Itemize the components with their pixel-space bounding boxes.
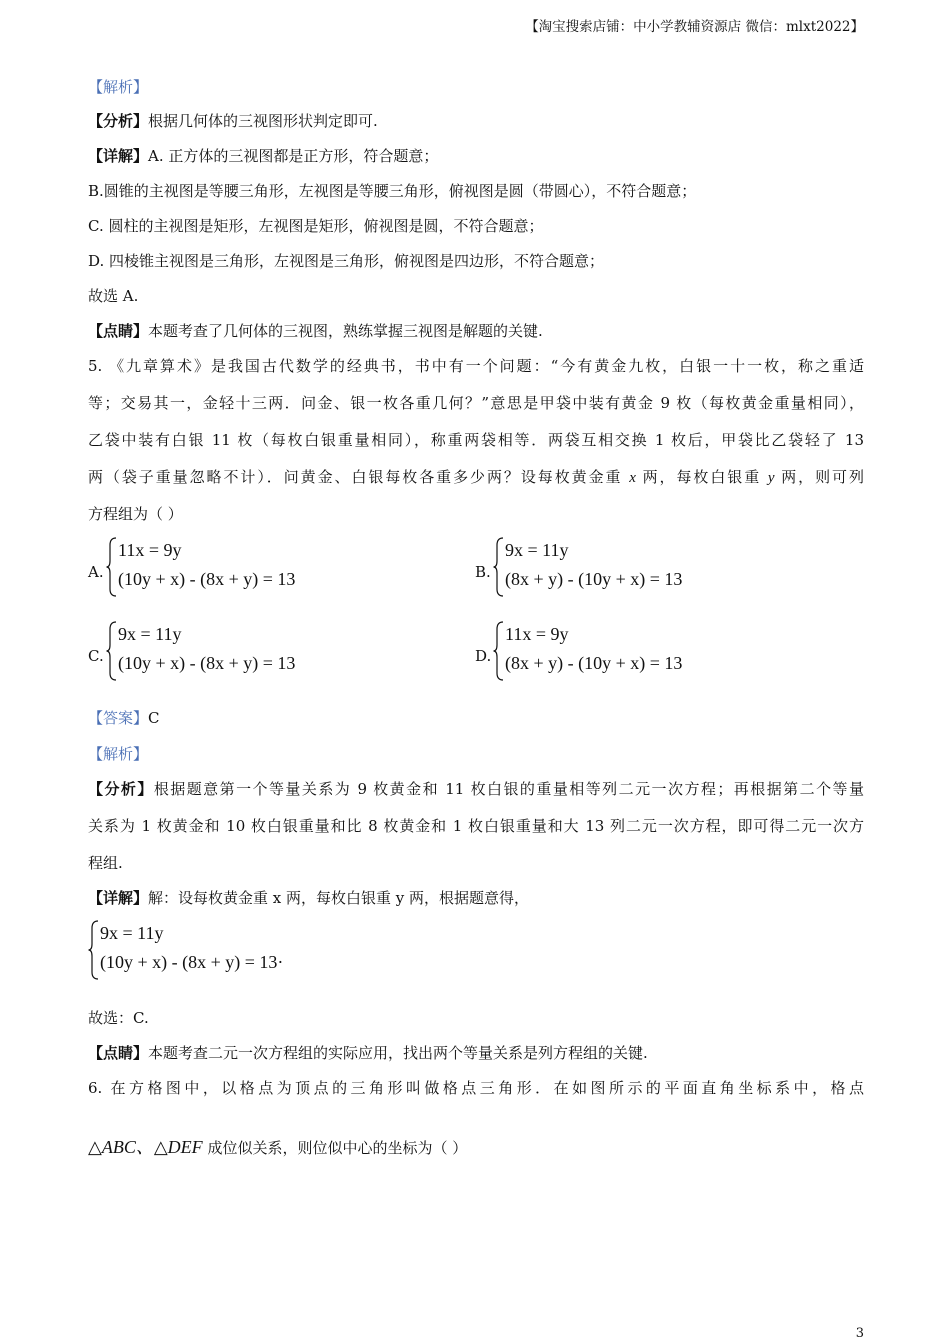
- q5-xiangjie-text: 解：设每枚黄金重 x 两，每枚白银重 y 两，根据题意得，: [148, 889, 530, 907]
- q4-fenxi-text: 根据几何体的三视图形状判定即可.: [148, 112, 378, 130]
- q4-fenxi: [88, 111, 864, 131]
- q4-dianjing-tag: 【点睛】: [88, 322, 149, 340]
- q5-dianjing: [88, 1043, 864, 1063]
- option-c-eq2: (10y + x) - (8x + y) = 13: [118, 653, 296, 673]
- q5-jiexi-heading: 【解析】: [88, 745, 149, 763]
- q6-stem-2-text: 成位似关系，则位似中心的坐标为（ ）: [202, 1139, 468, 1157]
- brace-icon: [106, 621, 118, 681]
- q5-daan: C: [148, 709, 160, 727]
- q4-xiangjie-tag: 【详解】: [88, 147, 149, 165]
- q5-fenxi: [88, 779, 864, 799]
- option-c[interactable]: [88, 621, 418, 685]
- q4-jiexi-heading: 【解析】: [88, 78, 149, 96]
- q5-dianjing-tag: 【点睛】: [88, 1044, 149, 1062]
- q5-stem-1: 5. 《九章算术》是我国古代数学的经典书，书中有一个问题：“今有黄金九枚，白银一十一枚，称之重适: [88, 357, 864, 375]
- q4-line-c: C. 圆柱的主视图是矩形，左视图是矩形，俯视图是圆，不符合题意；: [88, 217, 544, 235]
- option-d-eq2: (8x + y) - (10y + x) = 13: [505, 653, 683, 673]
- option-c-eq1: 9x = 11y: [118, 624, 182, 644]
- q5-guxuan: 故选：C.: [88, 1009, 149, 1027]
- q5-stem-4c: 两，则可列: [774, 468, 864, 486]
- q5-answer: [88, 708, 864, 728]
- solution-eq1: 9x = 11y: [100, 923, 164, 943]
- option-b-label: B.: [475, 563, 491, 581]
- q5-stem-4a: 两（袋子重量忽略不计）．问黄金、白银每枚各重多少两？设每枚黄金重: [88, 468, 630, 486]
- var-y: y: [767, 470, 775, 486]
- option-a-eq2: (10y + x) - (8x + y) = 13: [118, 569, 296, 589]
- q5-stem-2: 等；交易其一，金轻十三两．问金、银一枚各重几何？”意思是甲袋中装有黄金 9 枚（每枚黄金重量相同），: [88, 394, 864, 412]
- q4-dianjing: [88, 321, 864, 341]
- q4-guxuan: 故选 A.: [88, 287, 139, 305]
- q5-fenxi-tag: 【分析】: [88, 780, 154, 798]
- option-a[interactable]: [88, 537, 418, 601]
- option-b-eq2: (8x + y) - (10y + x) = 13: [505, 569, 683, 589]
- option-b[interactable]: [475, 537, 805, 601]
- option-d-eq1: 11x = 9y: [505, 624, 569, 644]
- q5-dianjing-text: 本题考查二元一次方程组的实际应用，找出两个等量关系是列方程组的关键.: [148, 1044, 648, 1062]
- option-a-eq1: 11x = 9y: [118, 540, 182, 560]
- q6-stem-2: [88, 1137, 864, 1158]
- option-d[interactable]: [475, 621, 805, 685]
- brace-icon: [493, 537, 505, 597]
- q4-line-b: B.圆锥的主视图是等腰三角形，左视图是等腰三角形，俯视图是圆（带圆心），不符合题意；: [88, 182, 697, 200]
- q5-stem-5: 方程组为（ ）: [88, 505, 183, 523]
- var-x: x: [629, 470, 636, 486]
- q5-stem-4: [88, 467, 864, 488]
- q4-line-a: A. 正方体的三视图都是正方形，符合题意；: [148, 147, 439, 165]
- q5-fenxi-1: 根据题意第一个等量关系为 9 枚黄金和 11 枚白银的重量相等列二元一次方程；再根据第二个等量: [153, 780, 864, 798]
- option-c-label: C.: [88, 647, 104, 665]
- q4-dianjing-text: 本题考查了几何体的三视图，熟练掌握三视图是解题的关键.: [148, 322, 543, 340]
- page-number: 3: [855, 1326, 864, 1341]
- q4-xiangjie: [88, 146, 864, 166]
- triangle-notation: △ABC、△DEF: [88, 1137, 203, 1157]
- q4-line-d: D. 四棱锥主视图是三角形，左视图是三角形，俯视图是四边形，不符合题意；: [88, 252, 605, 270]
- brace-icon: [106, 537, 118, 597]
- brace-icon: [493, 621, 505, 681]
- q5-xiangjie: [88, 888, 864, 908]
- q6-stem-1: 6. 在方格图中，以格点为顶点的三角形叫做格点三角形．在如图所示的平面直角坐标系中，格点: [88, 1079, 864, 1097]
- brace-icon: [88, 920, 100, 980]
- option-a-label: A.: [88, 563, 104, 581]
- q5-xiangjie-tag: 【详解】: [88, 889, 149, 907]
- q5-stem-4b: 两，每枚白银重: [635, 468, 768, 486]
- q5-fenxi-3: 程组.: [88, 854, 123, 872]
- option-d-label: D.: [475, 647, 492, 665]
- page-header: 【淘宝搜索店铺：中小学教辅资源店 微信：mlxt2022】: [525, 19, 864, 35]
- q5-daan-tag: 【答案】: [88, 709, 149, 727]
- q4-fenxi-tag: 【分析】: [88, 112, 149, 130]
- option-b-eq1: 9x = 11y: [505, 540, 569, 560]
- q5-fenxi-2: 关系为 1 枚黄金和 10 枚白银重量和比 8 枚黄金和 1 枚白银重量和大 13 列二元一次方程，即可得二元一次方: [88, 817, 864, 835]
- q5-stem-3: 乙袋中装有白银 11 枚（每枚白银重量相同），称重两袋相等．两袋互相交换 1 枚后，甲袋比乙袋轻了 13: [88, 431, 864, 449]
- solution-eq2: (10y + x) - (8x + y) = 13·: [100, 952, 284, 972]
